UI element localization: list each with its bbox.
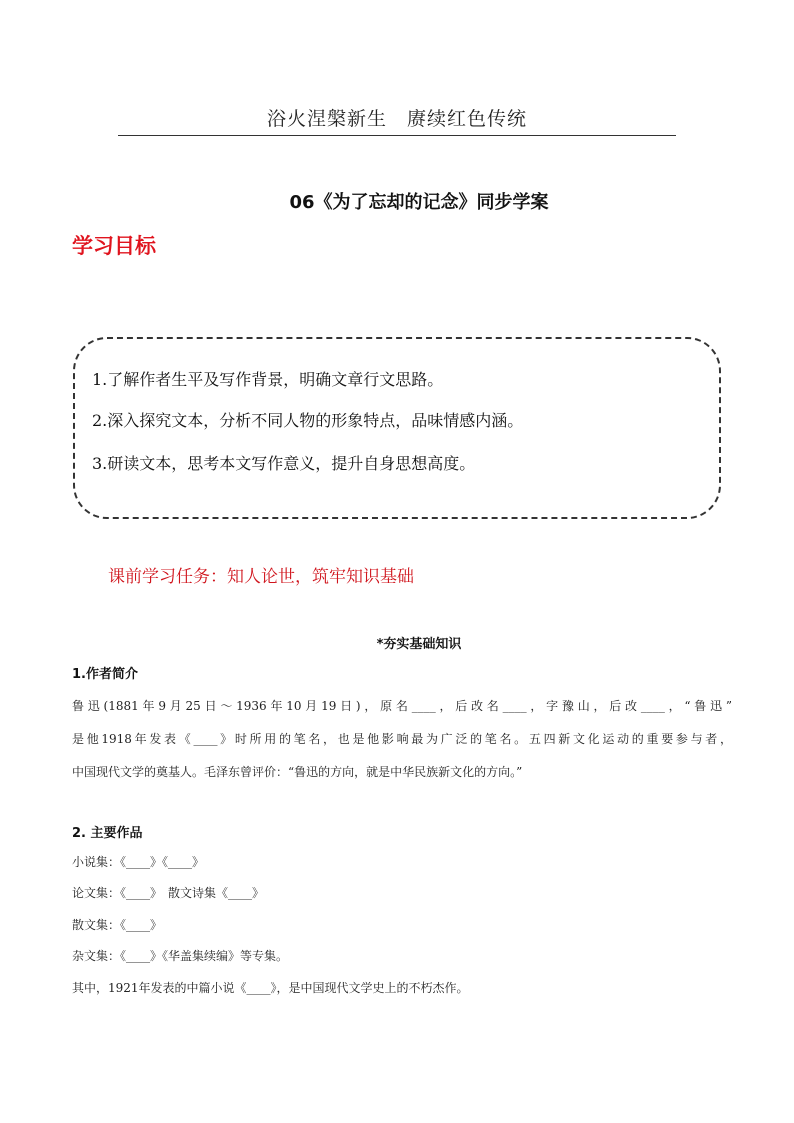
header-title: 浴火涅槃新生 赓续红色传统 [266, 108, 527, 130]
author-intro-heading: 1.作者简介 [72, 667, 138, 682]
author-intro-line-3: 中国现代文学的奠基人。毛泽东曾评价：“鲁迅的方向，就是中华民族新文化的方向。” [72, 765, 523, 779]
author-intro-line-2: 是他1918年发表《____》时所用的笔名，也是他影响最为广泛的笔名。五四新文化运动的重要参与者， [72, 732, 732, 746]
works-line-essays: 论文集：《____》 散文诗集《____》 [72, 886, 265, 900]
section-heading: *夯实基础知识 [376, 637, 462, 652]
objective-item-1: 1.了解作者生平及写作背景，明确文章行文思路。 [92, 370, 444, 389]
header-divider [118, 135, 676, 136]
objectives-heading: 学习目标 [72, 234, 156, 258]
objective-item-3: 3.研读文本，思考本文写作意义，提升自身思想高度。 [92, 454, 476, 473]
author-intro-line-1: 鲁迅(1881年9月25日～1936年10月19日)，原名____，后改名____，字豫山，后改____，“鲁迅” [72, 699, 732, 713]
major-works-heading: 2. 主要作品 [72, 826, 143, 841]
works-line-novels: 小说集：《____》《____》 [72, 855, 205, 869]
works-line-novella: 其中，1921年发表的中篇小说《____》，是中国现代文学史上的不朽杰作。 [72, 981, 469, 995]
works-line-prose: 散文集：《____》 [72, 918, 163, 932]
objective-item-2: 2.深入探究文本，分析不同人物的形象特点，品味情感内涵。 [92, 411, 524, 430]
document-title: 06《为了忘却的记念》同步学案 [289, 192, 549, 213]
works-line-miscellaneous: 杂文集：《____》《华盖集续编》等专集。 [72, 949, 289, 963]
pre-class-task-heading: 课前学习任务：知人论世，筑牢知识基础 [108, 567, 414, 587]
